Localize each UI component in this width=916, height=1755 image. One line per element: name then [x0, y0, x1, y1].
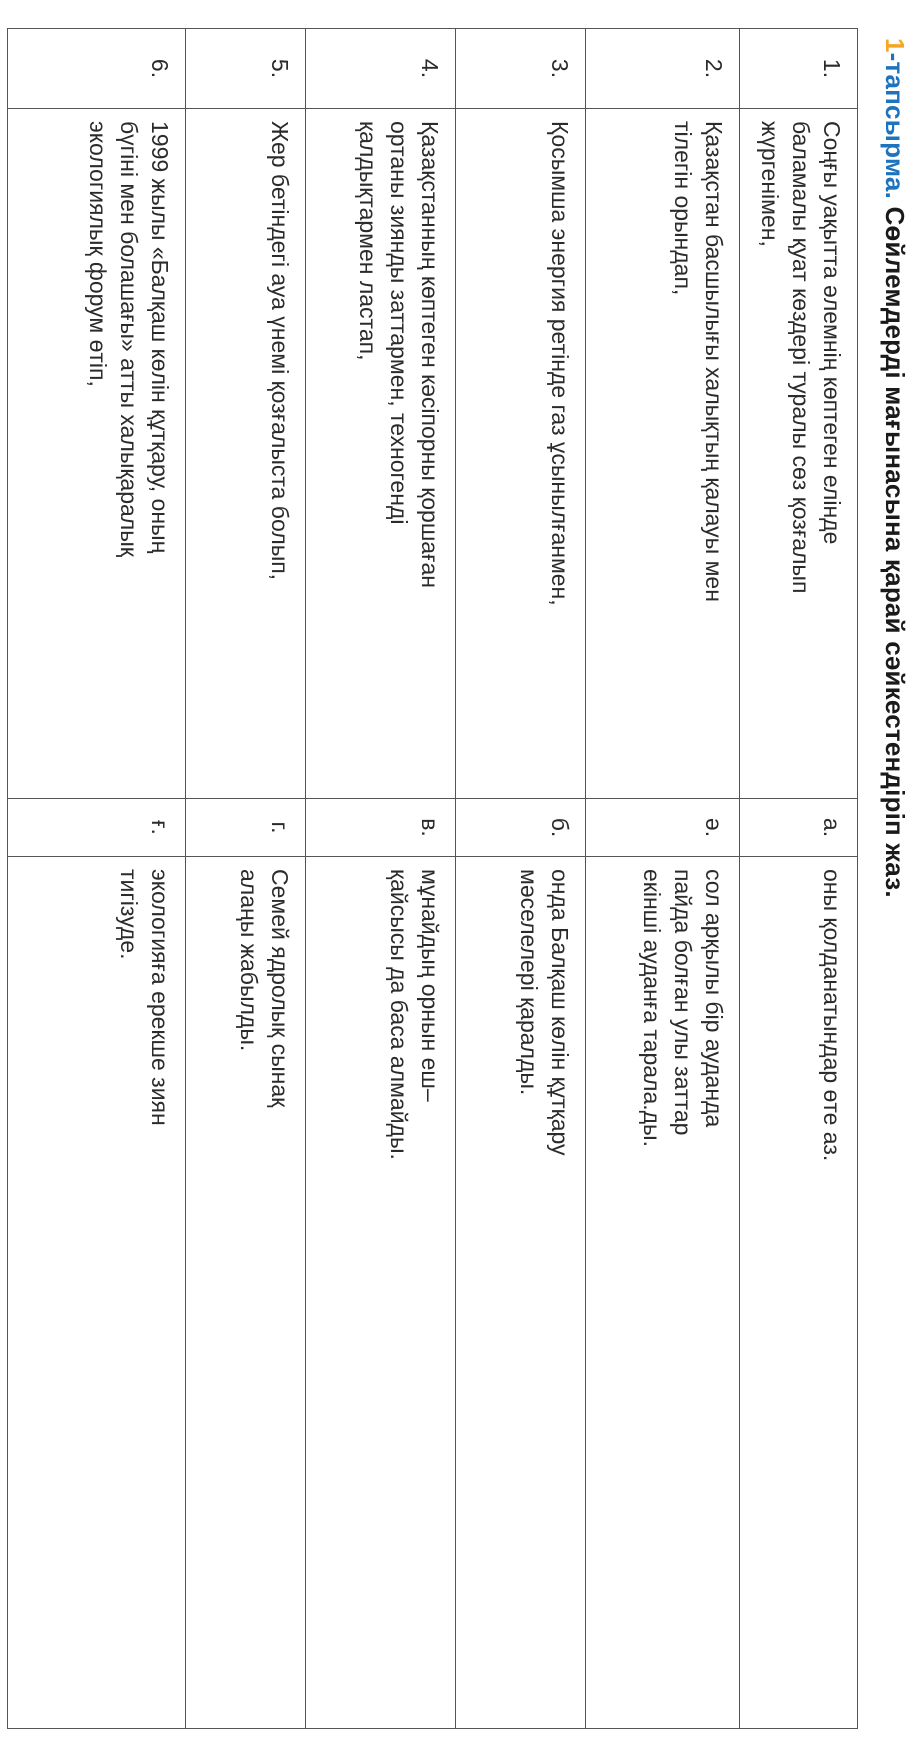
table-row	[306, 29, 456, 1729]
clause-line: Қазақстанның көптеген кәсіпорны қоршаған	[417, 121, 443, 588]
clause-line: екінші ауданға тарала.ды.	[639, 869, 665, 1147]
clause-line: онда Балқаш көлін құтқару	[547, 869, 573, 1156]
row-number: 2.	[586, 29, 740, 109]
clause-line: сол арқылы бір ауданда	[701, 869, 727, 1128]
table-row	[8, 29, 186, 1729]
clause-line: мұнайдың орнын еш–	[417, 869, 443, 1102]
task-number: 1	[880, 38, 910, 53]
left-clause	[586, 109, 740, 799]
right-clause	[740, 857, 858, 1729]
right-clause	[456, 857, 586, 1729]
left-clause	[186, 109, 306, 799]
clause-line: 1999 жылы «Балқаш көлін құтқару, оның	[147, 121, 173, 554]
left-clause	[8, 109, 186, 799]
row-letter: б.	[456, 799, 586, 857]
clause-line: экологияға ерекше зиян	[147, 869, 173, 1126]
clause-line: Қосымша энергия ретінде газ ұсынылғанмен,	[547, 121, 573, 606]
task-heading	[879, 38, 910, 898]
clause-line: баламалы қуат көздері туралы сөз қозғалып	[788, 121, 814, 594]
right-clause	[8, 857, 186, 1729]
row-letter: ғ.	[8, 799, 186, 857]
left-clause	[740, 109, 858, 799]
matching-table	[7, 28, 858, 1729]
left-clause	[456, 109, 586, 799]
clause-line: мәселелері қаралды.	[516, 869, 542, 1096]
clause-line: Жер бетіндегі ауа үнемі қозғалыста болып,	[267, 121, 293, 581]
clause-line: қалдықтармен ластап,	[355, 121, 381, 361]
clause-line: алаңы жабылды.	[236, 869, 262, 1052]
row-number: 1.	[740, 29, 858, 109]
left-clause	[306, 109, 456, 799]
clause-line: пайда болған улы заттар	[670, 869, 696, 1136]
task-word: -тапсырма.	[880, 52, 910, 200]
row-number: 6.	[8, 29, 186, 109]
table-row	[586, 29, 740, 1729]
clause-line: тигізуде.	[116, 869, 142, 960]
clause-line: ортаны зиянды заттармен, техногенді	[386, 121, 412, 525]
clause-line: Соңғы уақытта әлемнің көптеген елінде	[819, 121, 845, 545]
row-letter: в.	[306, 799, 456, 857]
row-letter: г.	[186, 799, 306, 857]
row-number: 5.	[186, 29, 306, 109]
row-letter: ә.	[586, 799, 740, 857]
row-letter: а.	[740, 799, 858, 857]
clause-line: экологиялық форум өтіп,	[85, 121, 111, 387]
right-clause	[586, 857, 740, 1729]
clause-line: Семей ядролық сынақ	[267, 869, 293, 1108]
clause-line: Қазақстан басшылығы халықтың қалауы мен	[701, 121, 727, 602]
task-instruction: Сөйлемдерді мағынасына қарай сәйкестендіріп жаз.	[880, 206, 910, 898]
clause-line: қайсысы да баса алмайды.	[386, 869, 412, 1160]
right-clause	[186, 857, 306, 1729]
right-clause	[306, 857, 456, 1729]
table-row	[456, 29, 586, 1729]
table-row	[186, 29, 306, 1729]
row-number: 4.	[306, 29, 456, 109]
clause-line: оны қолданатындар өте аз.	[819, 869, 845, 1162]
clause-line: жүргенімен,	[757, 121, 783, 247]
clause-line: бүгіні мен болашағы» атты халықаралық	[116, 121, 142, 557]
table-row	[740, 29, 858, 1729]
clause-line: тілегін орындап,	[670, 121, 696, 296]
row-number: 3.	[456, 29, 586, 109]
